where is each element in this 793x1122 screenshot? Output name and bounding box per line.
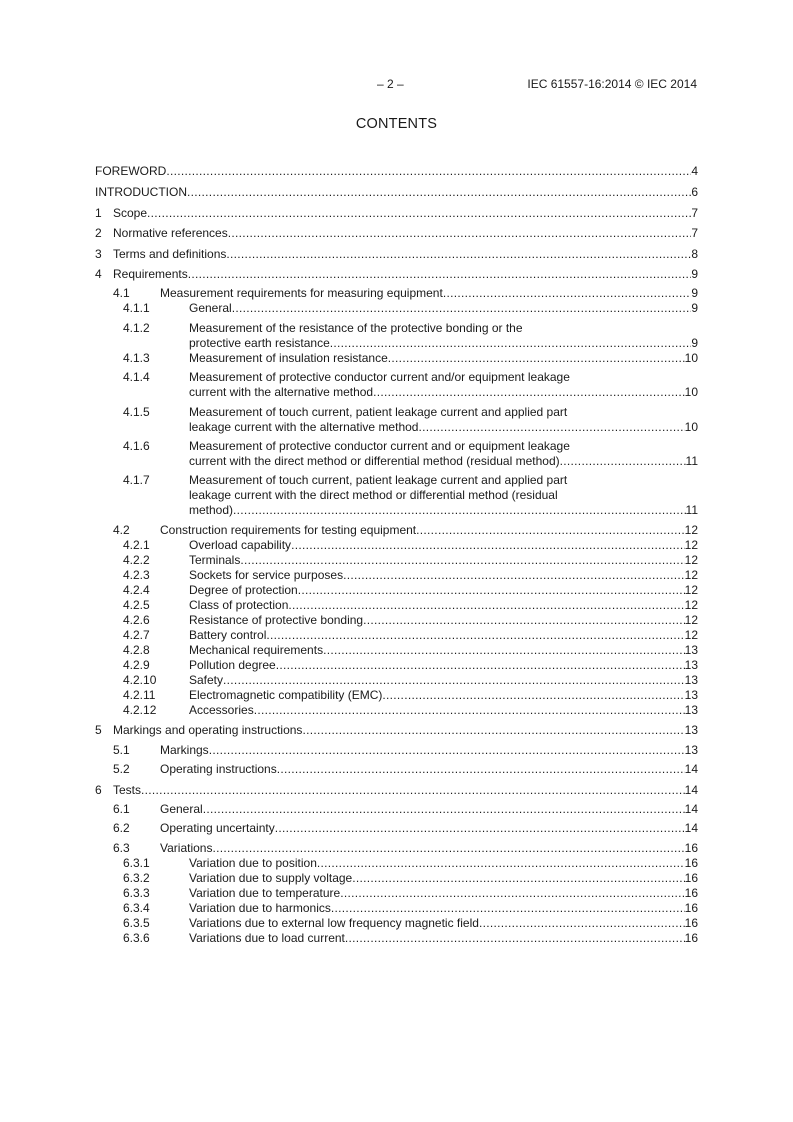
toc-entry-page: 12 (684, 552, 698, 567)
toc-entry-title-line: Terms and definitions (113, 246, 227, 261)
toc-entry-title-line: Requirements (113, 267, 188, 281)
toc-entry-page: 14 (684, 782, 698, 797)
toc-entry-title-line: General (189, 301, 232, 316)
toc-entry-page: 12 (684, 627, 698, 642)
toc-entry-page: 10 (684, 385, 698, 400)
toc-entry-title-line: Overload capability (189, 537, 292, 552)
toc-entry-page: 9 (691, 267, 698, 281)
dot-leader (209, 743, 685, 758)
toc-entry[interactable] (95, 439, 698, 469)
toc-entry-title-line: current with the alternative method (189, 385, 374, 400)
toc-entry-page: 13 (684, 687, 698, 702)
toc-entry[interactable] (95, 370, 698, 400)
toc-entry[interactable] (95, 703, 698, 718)
dot-leader (298, 583, 685, 598)
dot-leader (416, 523, 685, 538)
toc-entry-number: 4.2.12 (123, 702, 157, 717)
toc-entry-page: 16 (684, 840, 698, 855)
document-identifier: IEC 61557-16:2014 © IEC 2014 (527, 77, 697, 91)
dot-leader (232, 301, 692, 316)
toc-entry-page: 13 (684, 742, 698, 757)
toc-entry-number: 4.1.2 (123, 320, 150, 335)
toc-entry-title (160, 802, 203, 817)
toc-entry-title (189, 673, 223, 688)
dot-leader (254, 703, 685, 718)
dot-leader (291, 538, 685, 553)
toc-entry-title (189, 916, 479, 931)
dot-leader (330, 336, 692, 351)
toc-entry-number: 6.2 (113, 821, 130, 836)
dot-leader (226, 247, 691, 262)
toc-entry-number: 3 (95, 246, 102, 261)
toc-entry-title-line: Variations due to load current (189, 930, 345, 945)
toc-entry-title-line: Variations due to external low frequency magnetic field (189, 915, 479, 930)
toc-entry-title (189, 370, 698, 385)
toc-entry[interactable] (95, 405, 698, 435)
toc-entry-title-line: Measurement of protective conductor current and/or equipment leakage (189, 370, 570, 385)
toc-entry-title (189, 931, 345, 946)
toc-entry-title (113, 247, 226, 262)
toc-entry-title-line: leakage current with the direct method or differential method (residual (189, 488, 558, 503)
toc-entry[interactable] (95, 301, 698, 316)
toc-entry-page: 7 (691, 205, 698, 220)
toc-entry-title-line: FOREWORD (95, 163, 167, 178)
toc-entry-title (160, 286, 443, 301)
toc-entry-page: 10 (684, 419, 698, 434)
toc-entry[interactable] (95, 643, 698, 658)
toc-entry-page: 4 (691, 163, 698, 178)
toc-entry-number: 4.2.8 (123, 642, 150, 657)
toc-entry[interactable] (95, 598, 698, 613)
toc-entry[interactable] (95, 901, 698, 916)
dot-leader (373, 385, 685, 400)
toc-entry-page: 12 (684, 597, 698, 612)
toc-entry-page: 16 (684, 870, 698, 885)
toc-entry[interactable] (95, 836, 698, 855)
toc-entry-number: 4.1 (113, 286, 130, 301)
toc-entry-title-line: Measurement of touch current, patient leakage current and applied part (189, 404, 568, 419)
toc-entry-number: 5 (95, 723, 102, 738)
toc-entry-title-line: Variation due to temperature (189, 885, 341, 900)
toc-entry-page: 9 (691, 335, 698, 350)
toc-entry-number: 4.1.4 (123, 370, 150, 385)
toc-entry-title (189, 598, 288, 613)
dot-leader (166, 164, 691, 179)
dot-leader (345, 931, 685, 946)
toc-entry[interactable] (95, 798, 698, 817)
toc-entry[interactable] (95, 241, 698, 262)
toc-entry-number: 4.2.6 (123, 612, 150, 627)
toc-entry-page: 12 (684, 522, 698, 537)
toc-entry-title-line: Markings and operating instructions (113, 723, 303, 738)
toc-entry[interactable] (95, 871, 698, 886)
toc-entry-title-line: Terminals (189, 552, 241, 567)
toc-entry-page: 14 (684, 801, 698, 816)
toc-entry-title (160, 821, 275, 836)
toc-entry-title-line: Accessories (189, 702, 254, 717)
toc-entry-title-line: Measurement of insulation resistance (189, 350, 388, 365)
dot-leader (275, 821, 685, 836)
toc-entry-title-line: Variations (160, 840, 213, 855)
toc-entry-title (189, 628, 266, 643)
toc-entry-number: 4.1.7 (123, 473, 150, 488)
toc-entry-title-line: Battery control (189, 627, 267, 642)
toc-entry[interactable] (95, 817, 698, 836)
toc-entry-number: 4.1.5 (123, 404, 150, 419)
dot-leader (266, 628, 684, 643)
toc-entry-title (189, 886, 340, 901)
toc-entry[interactable] (95, 221, 698, 242)
toc-entry[interactable] (95, 931, 698, 946)
toc-entry-title (189, 568, 343, 583)
toc-entry[interactable] (95, 157, 698, 179)
toc-entry-page: 13 (684, 672, 698, 687)
toc-entry-number: 6.3.1 (123, 855, 150, 870)
toc-entry-page: 9 (691, 286, 698, 301)
dot-leader (147, 206, 691, 221)
toc-entry-number: 6.3.5 (123, 915, 150, 930)
toc-entry[interactable] (95, 583, 698, 598)
dot-leader (233, 503, 686, 518)
contents-title: CONTENTS (355, 116, 438, 132)
toc-entry[interactable] (95, 738, 698, 757)
dot-leader (317, 856, 685, 871)
dot-leader (187, 185, 691, 200)
toc-entry-number: 4.1.1 (123, 301, 150, 316)
toc-entry-number: 4.2 (113, 522, 130, 537)
toc-entry-title (160, 743, 209, 758)
toc-entry-title-line: Operating instructions (160, 762, 277, 777)
toc-entry-number: 6.3.6 (123, 930, 150, 945)
toc-entry-title (113, 723, 302, 738)
toc-entry-title (189, 301, 232, 316)
toc-entry-number: 6.1 (113, 801, 130, 816)
toc-entry-title-line: Tests (113, 782, 142, 797)
dot-leader (141, 783, 685, 798)
toc-entry-title-line: Pollution degree (189, 657, 276, 672)
toc-entry-page: 12 (684, 612, 698, 627)
toc-entry-title-line: protective earth resistance (189, 335, 330, 350)
toc-entry-title (189, 351, 388, 366)
toc-entry[interactable] (95, 518, 698, 537)
toc-entry-number: 4.2.5 (123, 597, 150, 612)
dot-leader (418, 420, 684, 435)
toc-entry-title-line: General (160, 801, 203, 816)
toc-entry-title (189, 473, 698, 503)
toc-entry-title-line: Degree of protection (189, 582, 298, 597)
toc-entry-title (160, 762, 277, 777)
toc-entry-page: 12 (684, 567, 698, 582)
toc-entry-page: 11 (685, 503, 698, 518)
toc-entry-title (189, 688, 382, 703)
dot-leader (340, 886, 684, 901)
toc-entry-title-line: Markings (160, 742, 209, 757)
toc-entry-number: 4.2.11 (123, 687, 156, 702)
toc-entry-number: 2 (95, 226, 102, 240)
toc-entry-page: 8 (691, 246, 698, 261)
toc-entry[interactable] (95, 568, 698, 583)
toc-entry-page: 16 (684, 915, 698, 930)
toc-entry-page: 10 (684, 350, 698, 365)
table-of-contents (95, 157, 698, 946)
toc-entry-title (189, 643, 323, 658)
toc-entry-number: 4.1.6 (123, 438, 150, 453)
toc-entry-page: 12 (684, 582, 698, 597)
toc-entry-title-line: Measurement of protective conductor current and or equipment leakage (189, 438, 570, 453)
toc-entry[interactable] (95, 473, 698, 518)
toc-entry-page: 16 (684, 930, 698, 945)
dot-leader (188, 267, 692, 282)
dot-leader (212, 841, 684, 856)
toc-entry-title-line: Measurement requirements for measuring equipment (160, 286, 443, 301)
toc-entry-page: 16 (684, 885, 698, 900)
toc-entry-title-line: Variation due to supply voltage (189, 870, 353, 885)
toc-entry-title (189, 703, 254, 718)
toc-entry-title (113, 226, 228, 241)
toc-entry-number: 4.2.4 (123, 582, 150, 597)
toc-entry-title-line: Measurement of touch current, patient leakage current and applied part (189, 473, 568, 488)
dot-leader (479, 916, 685, 931)
toc-entry-number: 4.2.3 (123, 567, 150, 582)
toc-entry[interactable] (95, 200, 698, 221)
toc-entry-page: 13 (684, 723, 698, 738)
toc-entry[interactable] (95, 777, 698, 798)
toc-entry-number: 6.3.2 (123, 870, 150, 885)
toc-entry-title (160, 841, 212, 856)
toc-entry[interactable] (95, 688, 698, 703)
dot-leader (343, 568, 685, 583)
toc-entry-number: 4.2.10 (123, 672, 157, 687)
toc-entry-page: 9 (691, 301, 698, 316)
toc-entry-title (95, 164, 166, 179)
dot-leader (382, 688, 684, 703)
toc-entry[interactable] (95, 282, 698, 301)
toc-entry-title-line: INTRODUCTION (95, 185, 187, 199)
toc-entry-number: 4 (95, 267, 102, 281)
toc-entry-title-line: Variation due to position (189, 855, 317, 870)
toc-entry-title (160, 523, 416, 538)
toc-entry-page: 16 (684, 855, 698, 870)
toc-entry-title (189, 553, 240, 568)
toc-entry-title-line: Electromagnetic compatibility (EMC) (189, 687, 383, 702)
toc-entry-number: 6 (95, 782, 102, 797)
toc-entry-title (189, 538, 291, 553)
toc-entry-title (113, 267, 188, 282)
toc-entry[interactable] (95, 658, 698, 673)
dot-leader (388, 351, 685, 366)
toc-entry-title (189, 871, 352, 886)
toc-entry-page: 14 (684, 821, 698, 836)
toc-entry-title (189, 321, 698, 336)
toc-entry-page: 7 (691, 226, 698, 240)
dot-leader (363, 613, 685, 628)
dot-leader (240, 553, 684, 568)
toc-entry[interactable] (95, 262, 698, 283)
toc-entry[interactable] (95, 321, 698, 351)
toc-entry-title (113, 783, 141, 798)
dot-leader (443, 286, 692, 301)
dot-leader (331, 901, 685, 916)
toc-entry[interactable] (95, 613, 698, 628)
toc-entry-page: 13 (684, 702, 698, 717)
toc-entry-number: 6.3.3 (123, 885, 150, 900)
toc-entry[interactable] (95, 916, 698, 931)
dot-leader (352, 871, 684, 886)
toc-entry-page: 14 (684, 762, 698, 777)
toc-entry-number: 5.2 (113, 762, 130, 777)
toc-entry-title-line: Sockets for service purposes (189, 567, 344, 582)
toc-entry-number: 6.3.4 (123, 900, 150, 915)
toc-entry-title-line: Operating uncertainty (160, 821, 275, 836)
toc-entry[interactable] (95, 553, 698, 568)
dot-leader (203, 802, 685, 817)
toc-entry-page: 6 (691, 185, 698, 199)
toc-entry[interactable] (95, 538, 698, 553)
toc-entry-title (113, 206, 147, 221)
toc-entry-number: 4.2.2 (123, 552, 150, 567)
toc-entry-page: 12 (684, 537, 698, 552)
toc-entry-title (189, 658, 276, 673)
toc-entry[interactable] (95, 718, 698, 739)
dot-leader (228, 226, 692, 241)
toc-entry-page: 13 (684, 657, 698, 672)
toc-entry-title-line: Resistance of protective bonding (189, 612, 364, 627)
toc-entry-number: 4.2.1 (123, 537, 150, 552)
toc-entry-number: 4.1.3 (123, 350, 150, 365)
dot-leader (323, 643, 685, 658)
toc-entry-number: 4.2.9 (123, 657, 150, 672)
toc-entry-title-line: Mechanical requirements (189, 642, 324, 657)
toc-entry-title (189, 405, 698, 420)
dot-leader (302, 723, 684, 738)
toc-entry-title-line: current with the direct method or differential method (residual method) (189, 453, 560, 468)
toc-entry-title (95, 185, 187, 200)
toc-entry-number: 5.1 (113, 742, 130, 757)
toc-entry[interactable] (95, 758, 698, 777)
toc-entry-page: 13 (684, 642, 698, 657)
toc-entry-page: 11 (685, 453, 698, 468)
toc-entry-title (189, 439, 698, 454)
toc-entry[interactable] (95, 856, 698, 871)
toc-entry-title-line: Safety (189, 672, 224, 687)
toc-entry-title-line: Construction requirements for testing equipment (160, 522, 417, 537)
dot-leader (276, 658, 685, 673)
toc-entry[interactable] (95, 673, 698, 688)
toc-entry[interactable] (95, 886, 698, 901)
toc-entry[interactable] (95, 628, 698, 643)
toc-entry[interactable] (95, 179, 698, 201)
toc-entry-title-line: method) (189, 503, 234, 518)
toc-entry-title (189, 856, 317, 871)
toc-entry-title-line: Measurement of the resistance of the protective bonding or the (189, 320, 523, 335)
toc-entry-page: 16 (684, 900, 698, 915)
toc-entry-number: 6.3 (113, 840, 130, 855)
toc-entry[interactable] (95, 351, 698, 366)
dot-leader (560, 454, 686, 469)
toc-entry-title (189, 901, 331, 916)
page-number: – 2 – (377, 77, 404, 91)
toc-entry-title-line: leakage current with the alternative method (189, 419, 419, 434)
dot-leader (288, 598, 684, 613)
toc-entry-number: 4.2.7 (123, 627, 150, 642)
toc-entry-title-line: Scope (113, 205, 148, 220)
toc-entry-title (189, 613, 363, 628)
dot-leader (223, 673, 685, 688)
toc-entry-title (189, 583, 298, 598)
toc-entry-title-line: Class of protection (189, 597, 289, 612)
dot-leader (277, 762, 685, 777)
toc-entry-title-line: Variation due to harmonics (189, 900, 331, 915)
toc-entry-title-line: Normative references (113, 226, 228, 240)
toc-entry-number: 1 (95, 205, 102, 220)
